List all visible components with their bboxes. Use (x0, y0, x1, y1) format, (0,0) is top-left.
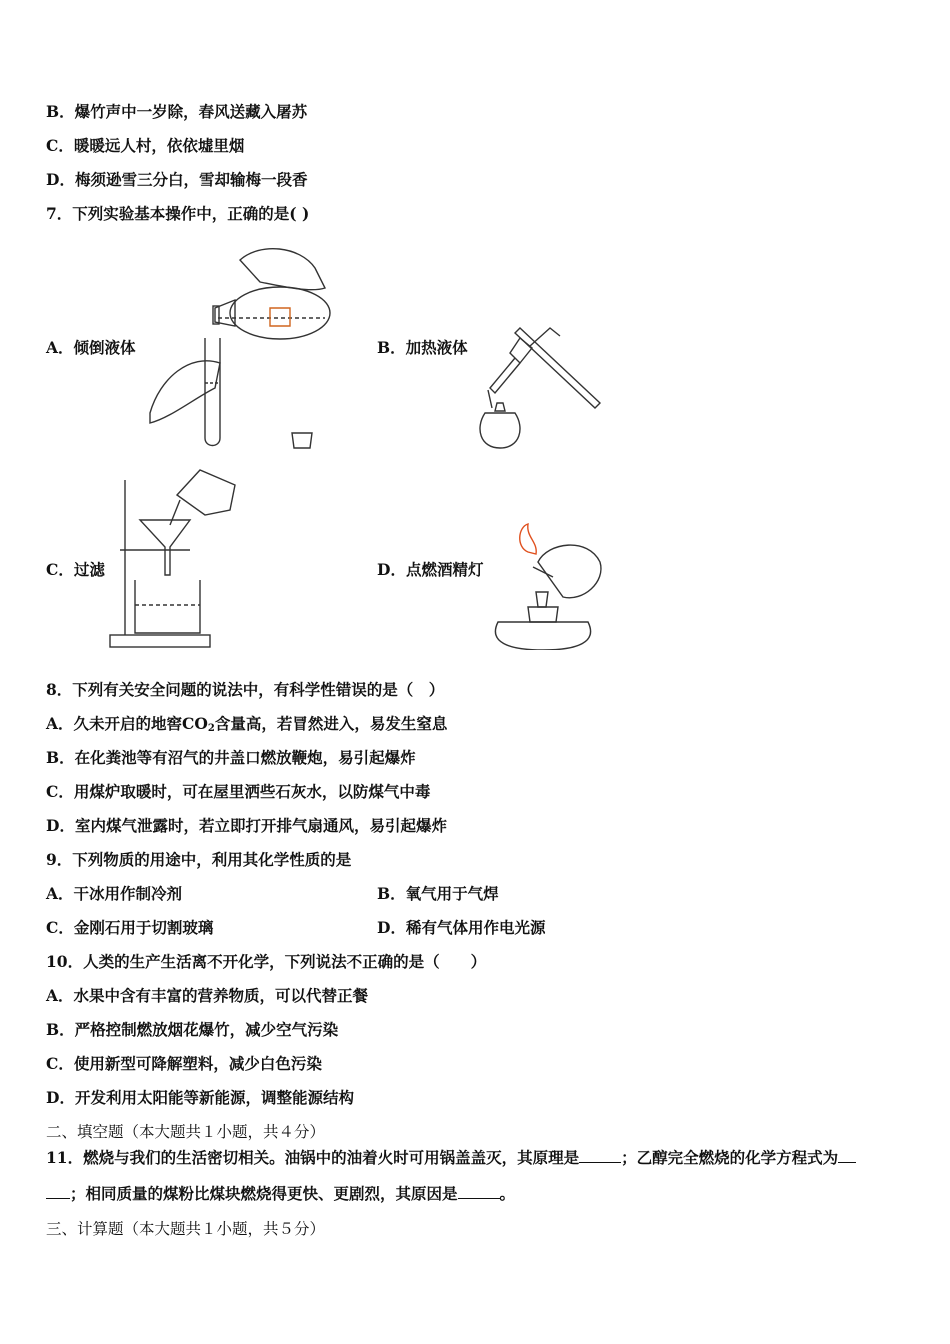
q7-option-a: A．倾倒液体 (46, 338, 136, 357)
section3-title: 三、计算题（本大题共１小题，共５分） (46, 1220, 326, 1238)
answer-blank-2-continued[interactable] (46, 1184, 70, 1199)
q11-line1: 11．燃烧与我们的生活密切相关。油锅中的油着火时可用锅盖盖灭，其原理是 ；乙醇完全燃烧的化学方程式为 (46, 1148, 856, 1168)
q8-option-a: A．久未开启的地窖$CO_2$含量高，若冒然进入，易发生窒息 (46, 714, 448, 734)
section2-title: 二、填空题（本大题共１小题，共４分） (46, 1123, 326, 1141)
q9-option-d: D．稀有气体用作电光源 (377, 918, 546, 937)
q7-option-b: B．加热液体 (377, 338, 468, 357)
q9-option-b: B．氧气用于气焊 (377, 884, 499, 903)
q7-option-c: C．过滤 (46, 560, 105, 579)
q7-option-d: D．点燃酒精灯 (377, 560, 484, 579)
q7-stem: 7．下列实验基本操作中，正确的是( ) (46, 204, 310, 223)
q10-option-b: B．严格控制燃放烟花爆竹，减少空气污染 (46, 1020, 339, 1039)
q10-option-a: A．水果中含有丰富的营养物质，可以代替正餐 (46, 986, 369, 1005)
q8-option-b: B．在化粪池等有沼气的井盖口燃放鞭炮，易引起爆炸 (46, 748, 416, 767)
alcohol-lamp-figure (488, 522, 613, 650)
q10-option-d: D．开发利用太阳能等新能源，调整能源结构 (46, 1088, 354, 1107)
q10-option-c: C．使用新型可降解塑料，减少白色污染 (46, 1054, 322, 1073)
q8-stem: 8．下列有关安全问题的说法中，有科学性错误的是（ ） (46, 680, 445, 699)
q8-option-c: C．用煤炉取暖时，可在屋里洒些石灰水，以防煤气中毒 (46, 782, 431, 801)
answer-blank-3[interactable] (458, 1184, 500, 1199)
q10-stem: 10．人类的生产生活离不开化学，下列说法不正确的是（ ） (46, 952, 487, 971)
heating-liquid-figure (470, 318, 610, 453)
q6-option-b: B．爆竹声中一岁除，春风送藏入屠苏 (46, 102, 308, 121)
filtration-figure (105, 465, 245, 650)
q9-stem: 9．下列物质的用途中，利用其化学性质的是 (46, 850, 352, 869)
q6-option-d: D．梅须逊雪三分白，雪却输梅一段香 (46, 170, 308, 189)
answer-blank-1[interactable] (579, 1148, 621, 1163)
q9-option-c: C．金刚石用于切割玻璃 (46, 918, 214, 937)
pouring-liquid-figure (140, 238, 340, 453)
q9-option-a: A．干冰用作制冷剂 (46, 884, 183, 903)
q11-line2: ；相同质量的煤粉比煤块燃烧得更快、更剧烈，其原因是 。 (46, 1184, 515, 1204)
q6-option-c: C．暖暖远人村，依依墟里烟 (46, 136, 245, 155)
q8-option-d: D．室内煤气泄露时，若立即打开排气扇通风，易引起爆炸 (46, 816, 447, 835)
answer-blank-2[interactable] (838, 1148, 856, 1163)
